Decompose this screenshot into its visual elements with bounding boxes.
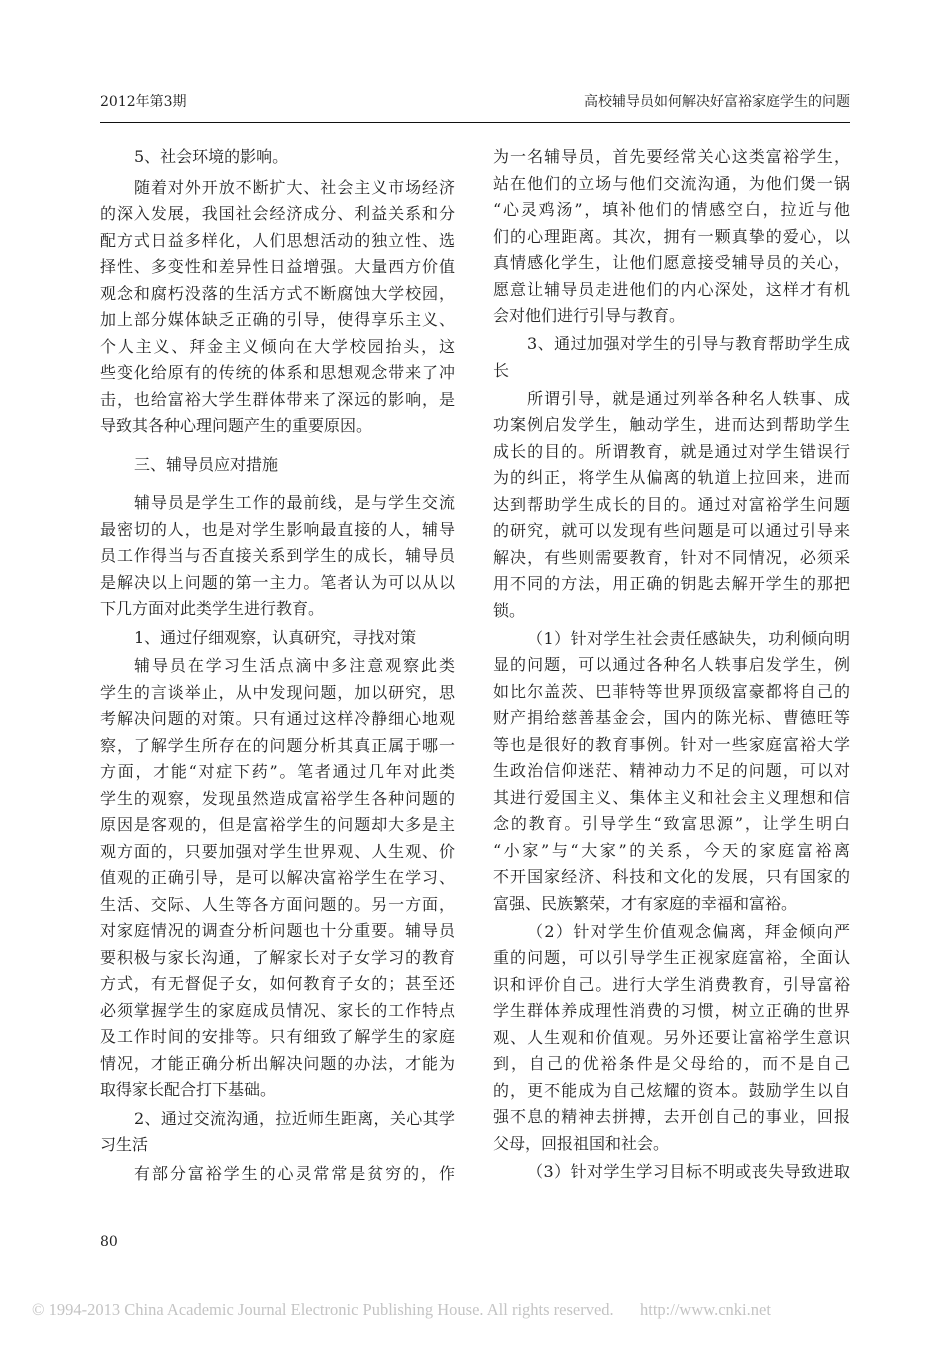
header-rule — [100, 122, 850, 123]
subsection-heading-5 — [100, 144, 455, 171]
copyright-watermark: © 1994-2013 China Academic Journal Electronic Publishing House. All rights reserved. — [32, 1300, 614, 1319]
text-line: 富强、民族繁荣，才有家庭的幸福和富裕。 — [493, 893, 798, 913]
running-header — [100, 93, 850, 111]
text-line: 员工作得当与否直接关系到学生的成长，辅导员 — [100, 546, 455, 565]
text-line: 取得家长配合打下基础。 — [100, 1080, 277, 1099]
text-line: 些变化给原有的传统的体系和思想观念带来了冲 — [100, 363, 455, 382]
text-line: 真情感化学生，让他们愿意接受辅导员的关心， — [493, 253, 850, 272]
subsection-heading-3 — [493, 331, 850, 384]
text-line: 导致其各种心理问题产生的重要原因。 — [100, 416, 373, 435]
text-line: 会对他们进行引导与教育。 — [493, 306, 686, 325]
paragraph — [100, 1161, 455, 1188]
text-line: 的研究，就可以发现有些问题是可以通过引导来 — [493, 521, 850, 540]
text-line: 辅导员在学习生活点滴中多注意观察此类 — [134, 656, 455, 675]
text-line: 们的心理距离。其次，拥有一颗真挚的爱心，以 — [493, 226, 850, 246]
section-heading — [100, 452, 455, 479]
text-line: 学生群体养成理性消费的习惯，树立正确的世界 — [493, 1001, 850, 1020]
text-line: 父母，回报祖国和社会。 — [493, 1133, 670, 1153]
list-item-3 — [493, 1159, 850, 1186]
subsection-heading-1 — [100, 625, 455, 652]
text-line: 愿意让辅导员走进他们的内心深处，这样才有机 — [493, 279, 850, 299]
text-line: 值观的正确引导，是可以解决富裕学生在学习、 — [100, 868, 455, 887]
text-line: 击，也给富裕大学生群体带来了深远的影响，是 — [100, 389, 455, 409]
paragraph-continued — [493, 144, 850, 330]
text-line: 长 — [493, 360, 510, 380]
text-line: 如比尔盖茨、巴菲特等世界顶级富豪都将自己的 — [493, 681, 850, 701]
text-line: 到，自己的优裕条件是父母给的，而不是自己 — [493, 1054, 850, 1073]
text-line: 显的问题，可以通过各种名人轶事启发学生，例 — [493, 655, 850, 674]
subsection-heading-2 — [100, 1106, 455, 1159]
text-line: 加上部分媒体缺乏正确的引导，使得享乐主义、 — [100, 310, 455, 329]
text-line: 功案例启发学生，触动学生，进而达到帮助学生 — [493, 415, 850, 434]
text-line: 学生的言谈举止，从中发现问题，加以研究，思 — [100, 682, 455, 702]
text-line: 锁。 — [493, 600, 526, 620]
text-line: 习生活 — [100, 1135, 149, 1154]
text-line: 5、社会环境的影响。 — [134, 147, 289, 166]
text-line: 为一名辅导员，首先要经常关心这类富裕学生， — [493, 147, 850, 166]
text-line: 3、通过加强对学生的引导与教育帮助学生成 — [527, 334, 850, 353]
text-line: 观方面的，只要加强对学生世界观、人生观、价 — [100, 841, 455, 861]
issue-label: 2012年第3期 — [100, 94, 187, 110]
text-line: 为的纠正，将学生从偏离的轨道上拉回来，进而 — [493, 468, 850, 487]
text-line: 等也是很好的教育事例。针对一些家庭富裕大学 — [493, 734, 850, 754]
text-line: 辅导员是学生工作的最前线，是与学生交流 — [134, 493, 455, 512]
paragraph — [100, 653, 455, 1104]
text-line: 最密切的人，也是对学生影响最直接的人，辅导 — [100, 519, 455, 539]
text-line: 强不息的精神去拼搏，去开创自己的事业，回报 — [493, 1107, 850, 1126]
list-item-1 — [493, 626, 850, 918]
text-line: 要积极与家长沟通，了解家长对子女学习的教育 — [100, 947, 455, 967]
paragraph — [100, 175, 455, 440]
text-line: 成长的目的。所谓教育，就是通过对学生错误行 — [493, 441, 850, 461]
text-line: 2、通过交流沟通，拉近师生距离，关心其学 — [134, 1108, 455, 1128]
right-column — [493, 144, 850, 1185]
text-line: 有部分富裕学生的心灵常常是贫穷的，作 — [134, 1163, 455, 1183]
text-line: 方式，有无督促子女，如何教育子女的；甚至还 — [100, 974, 455, 993]
text-line: “小家”与“大家”的关系，今天的家庭富裕离 — [493, 840, 850, 860]
page-number: 80 — [100, 1234, 118, 1250]
text-line: 解决，有些则需要教育，针对不同情况，必须采 — [493, 547, 850, 567]
text-line: 及工作时间的安排等。只有细致了解学生的家庭 — [100, 1027, 455, 1046]
text-line: 观、人生观和价值观。另外还要让富裕学生意识 — [493, 1027, 850, 1047]
text-line: 三、辅导员应对措施 — [134, 454, 279, 474]
text-line: 下几方面对此类学生进行教育。 — [100, 599, 325, 618]
text-line: 方面，才能“对症下药”。笔者通过几年对此类 — [100, 762, 455, 781]
running-title: 高校辅导员如何解决好富裕家庭学生的问题 — [584, 94, 850, 110]
text-line: “心灵鸡汤”，填补他们的情感空白，拉近与他 — [493, 200, 850, 219]
text-line: 念的教育。引导学生“致富思源”，让学生明白 — [493, 814, 850, 833]
text-line: 财产捐给慈善基金会，国内的陈光标、曹德旺等 — [493, 708, 850, 727]
left-column — [100, 144, 455, 1187]
text-line: 情况，才能正确分析出解决问题的办法，才能为 — [100, 1053, 455, 1073]
text-line: 学生的观察，发现虽然造成富裕学生各种问题的 — [100, 788, 455, 808]
text-line: 对家庭情况的调查分析问题也十分重要。辅导员 — [100, 921, 455, 940]
text-line: 原因是客观的，但是富裕学生的问题却大多是主 — [100, 815, 455, 834]
text-line: 察，了解学生所存在的问题分析其真正属于哪一 — [100, 735, 455, 755]
text-line: 生活、交际、人生等各方面问题的。另一方面， — [100, 894, 455, 914]
watermark-url: http://www.cnki.net — [640, 1300, 771, 1319]
text-line: 识和评价自己。进行大学生消费教育，引导富裕 — [493, 974, 850, 994]
paragraph — [100, 490, 455, 623]
text-line: 择性、多变性和差异性日益增强。大量西方价值 — [100, 257, 455, 276]
text-line: 生政治信仰迷茫、精神动力不足的问题，可以对 — [493, 761, 850, 780]
text-line: 随着对外开放不断扩大、社会主义市场经济 — [134, 177, 455, 197]
text-line: 所谓引导，就是通过列举各种名人轶事、成 — [527, 388, 850, 408]
text-line: 不开国家经济、科技和文化的发展，只有国家的 — [493, 867, 850, 886]
text-line: 达到帮助学生成长的目的。通过对富裕学生问题 — [493, 494, 850, 514]
list-item-2 — [493, 919, 850, 1158]
text-line: 必须掌握学生的家庭成员情况、家长的工作特点 — [100, 1000, 455, 1020]
text-line: 是解决以上问题的第一主力。笔者认为可以从以 — [100, 572, 455, 592]
text-line: 考解决问题的对策。只有通过这样冷静细心地观 — [100, 709, 455, 728]
text-line: 1、通过仔细观察，认真研究，寻找对策 — [134, 627, 417, 647]
text-line: （3）针对学生学习目标不明或丧失导致进取 — [527, 1161, 850, 1181]
text-line: 其进行爱国主义、集体主义和社会主义理想和信 — [493, 787, 850, 807]
text-line: 个人主义、拜金主义倾向在大学校园抬头，这 — [100, 336, 455, 356]
text-line: 配方式日益多样化，人们思想活动的独立性、选 — [100, 230, 455, 250]
text-line: 的深入发展，我国社会经济成分、利益关系和分 — [100, 204, 455, 223]
text-line: 的，更不能成为自己炫耀的资本。鼓励学生以自 — [493, 1080, 850, 1100]
paragraph — [493, 386, 850, 625]
text-line: 观念和腐朽没落的生活方式不断腐蚀大学校园， — [100, 283, 455, 303]
text-line: 重的问题，可以引导学生正视家庭富裕，全面认 — [493, 948, 850, 967]
text-line: （1）针对学生社会责任感缺失，功利倾向明 — [527, 628, 850, 648]
text-line: 用不同的方法，用正确的钥匙去解开学生的那把 — [493, 574, 850, 593]
text-line: （2）针对学生价值观念偏离，拜金倾向严 — [527, 921, 850, 941]
text-line: 站在他们的立场与他们交流沟通，为他们煲一锅 — [493, 173, 850, 193]
